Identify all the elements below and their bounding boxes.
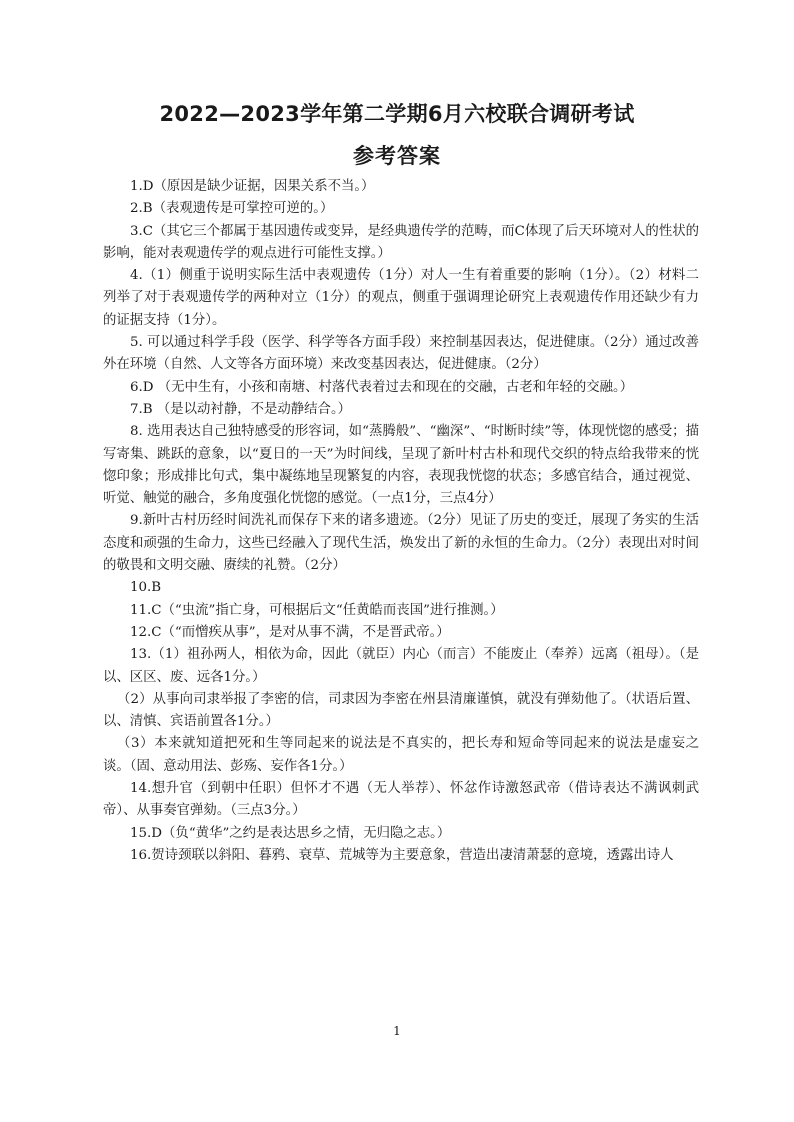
answer-item-7: 7.B （是以动衬静，不是动静结合。） (130, 401, 352, 417)
answer-item-8: 8. 选用表达自己独特感受的形容词，如“蒸腾般”、“幽深”、“时断时续”等，体现恍惚的感受；描写寄集、跳跃的意象，以“夏日的一天”为时间线，呈现了新叶村古朴和现代交织的特点给我带来的恍惚印象；形成排比句式，集中凝练地呈现繁复的内容，表现我恍惚的状态；多感官结合，通过视觉、听觉、触觉的融合，多角度强化恍惚的感觉。（一点1分，三点4分） (103, 424, 699, 507)
answer-item-3: 3.C（其它三个都属于基因遗传或变异，是经典遗传学的范畴，而C体现了后天环境对人的性状的影响，能对表观遗传学的观点进行可能性支撑。） (103, 223, 699, 261)
answer-item-1: 1.D（原因是缺少证据，因果关系不当。） (130, 179, 375, 194)
answer-item-4: 4.（1）侧重于说明实际生活中表观遗传（1分）对人一生有着重要的影响（1分）。（2）材料二列举了对于表观遗传学的两种对立（1分）的观点，侧重于强调理论研究上表观遗传作用还缺少有力的证据支持（1分）。 (103, 268, 699, 328)
answer-item-15: 15.D（负“黄华”之约是表达思乡之情，无归隐之志。） (130, 825, 451, 841)
answer-item-13-2: （2）从事向司隶举报了李密的信，司隶因为李密在州县清廉谨慎，就没有弹劾他了。（状语后置、以、清慎、宾语前置各1分。） (103, 691, 699, 730)
answer-item-11: 11.C（“虫流”指亡身，可根据后文“任黄皓而丧国”进行推测。） (130, 602, 504, 618)
answer-item-6: 6.D （无中生有，小孩和南塘、村落代表着过去和现在的交融，古老和年轻的交融。） (130, 379, 634, 395)
answer-item-10: 10.B (130, 580, 162, 596)
answer-item-9: 9.新叶古村历经时间洗礼而保存下来的诸多遗迹。（2分）见证了历史的变迁，展现了务实的生活态度和顽强的生命力，这些已经融入了现代生活，焕发出了新的永恒的生命力。（2分）表现出对时间的敬畏和文明交融、赓续的礼赞。（2分） (103, 513, 699, 574)
answer-item-5: 5. 可以通过科学手段（医学、科学等各方面手段）来控制基因表达，促进健康。（2分）通过改善外在环境（自然、人文等各方面环境）来改变基因表达，促进健康。（2分） (103, 335, 699, 373)
answer-item-12: 12.C（“而憎疾从事”，是对从事不满，不是晋武帝。） (130, 624, 450, 640)
answer-item-16: 16.贺诗颈联以斜阳、暮鸦、衰草、荒城等为主要意象，营造出凄清萧瑟的意境，透露出诗人 (130, 847, 674, 863)
answer-list (103, 176, 699, 867)
page-subtitle: 参考答案 (353, 144, 441, 168)
answer-item-13-1: 13.（1）祖孙两人，相依为命，因此（就臣）内心（而言）不能废止（奉养）远离（祖母）。（是以、区区、废、远各1分。） (103, 647, 699, 685)
answer-item-2: 2.B（表观遗传是可掌控可逆的。） (130, 201, 334, 217)
page-number: 1 (393, 1024, 401, 1038)
answer-item-14: 14.想升官（到朝中任职）但怀才不遇（无人举荐）、怀忿作诗激怒武帝（借诗表达不满讽刺武帝）、从事奏官弹劾。（三点3分。） (103, 781, 699, 819)
page-title: 2022—2023学年第二学期6月六校联合调研考试 (159, 102, 635, 126)
answer-item-13-3: （3）本来就知道把死和生等同起来的说法是不真实的，把长寿和短命等同起来的说法是虚妄之谈。（固、意动用法、彭殇、妄作各1分。） (103, 736, 699, 774)
